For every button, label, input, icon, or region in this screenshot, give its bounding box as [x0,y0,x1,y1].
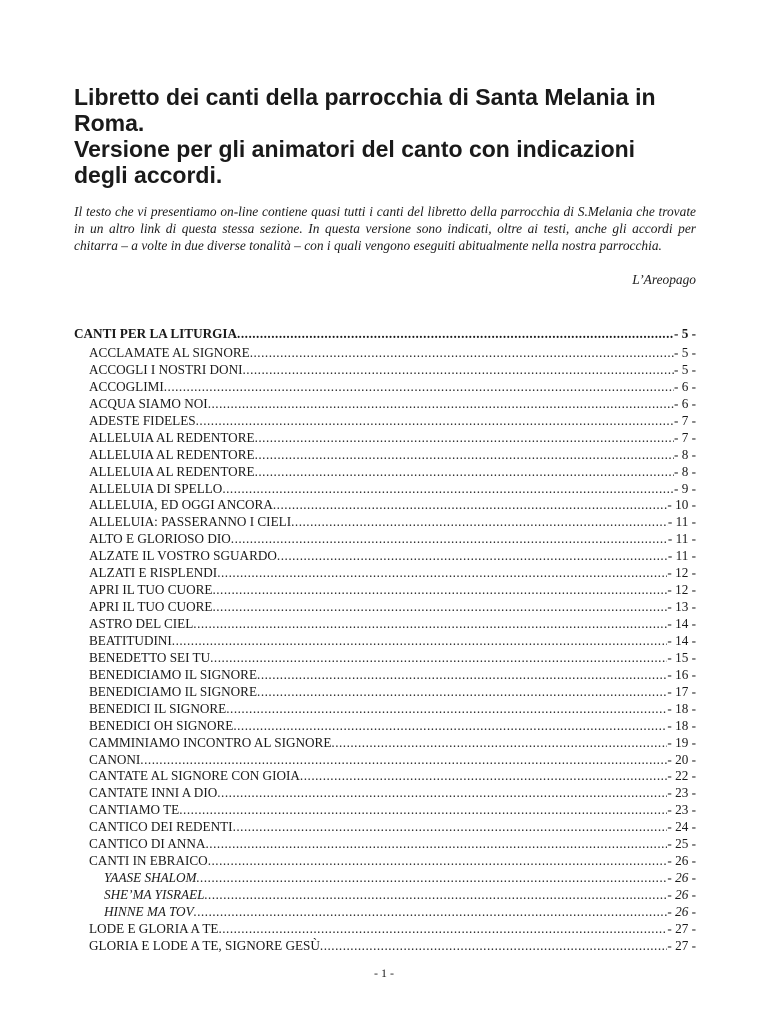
toc-entry-page: - 26 - [667,903,696,919]
toc-entry-page: - 12 - [667,565,696,581]
toc-leader-dots [277,548,668,565]
toc-entry-label: ACCLAMATE AL SIGNORE [89,345,250,360]
toc-entry[interactable] [89,514,696,531]
toc-leader-dots [208,396,674,413]
toc-entry-page: - 8 - [674,463,696,479]
toc-entry-label: ALZATI E RISPLENDI [89,565,218,581]
toc-entry-page: - 5 - [674,361,696,377]
toc-entry-label: CANTIAMO TE [89,802,180,818]
toc-entry-label: APRI IL TUO CUORE [89,582,213,598]
title-line: Libretto dei canti della parrocchia di Santa Melania in [74,84,656,110]
toc-leader-dots [273,497,668,514]
toc-entry[interactable] [89,599,696,616]
toc-entry-page: - 22 - [667,768,696,784]
toc-entry-label: LODE E GLORIA A TE [89,920,219,936]
toc-entry[interactable] [89,616,696,633]
toc-entry-label: CAMMINIAMO INCONTRO AL SIGNORE [89,734,332,750]
toc-entry[interactable] [89,785,696,802]
toc-entry-label: GLORIA E LODE A TE, SIGNORE GESÙ [89,937,320,953]
toc-entry-page: - 11 - [667,548,696,564]
toc-entry-label: BENEDICI IL SIGNORE [89,700,227,716]
toc-entry-label: BEATITUDINI [89,632,172,648]
toc-leader-dots [197,870,668,887]
toc-leader-dots [194,904,668,921]
toc-entry-page: - 26 - [667,853,696,869]
toc-entry-page: - 13 - [667,599,696,615]
toc-entry[interactable] [89,362,696,379]
toc-leader-dots [242,362,674,379]
toc-entry-page: - 12 - [667,582,696,598]
toc-entry-label: CANONI [89,751,141,767]
toc-entry-label: BENEDICIAMO IL SIGNORE [89,666,258,682]
toc-section-page: - 5 - [674,326,696,341]
toc-leader-dots [226,701,667,718]
toc-entry-label: APRI IL TUO CUORE [89,599,213,615]
toc-entry[interactable] [89,633,696,650]
toc-entry-page: - 17 - [667,683,696,699]
toc-entry[interactable] [89,684,696,701]
toc-entry-label: ACCOGLIMI [89,378,164,394]
toc-entry[interactable] [89,667,696,684]
toc-entry-page: - 27 - [667,937,696,953]
toc-entry[interactable] [104,870,696,887]
toc-entry-page: - 14 - [667,632,696,648]
toc-leader-dots [164,379,674,396]
toc-entry-label: ASTRO DEL CIEL [89,616,194,631]
toc-leader-dots [233,718,667,735]
toc-section-liturgia[interactable] [74,323,696,345]
toc-leader-dots [140,752,667,769]
toc-entry[interactable] [89,768,696,785]
toc-entry-label: CANTICO DI ANNA [89,836,206,852]
toc-entry-page: - 20 - [667,751,696,767]
toc-leader-dots [300,768,668,785]
toc-leader-dots [255,447,674,464]
toc-entry-label: ALLELUIA AL REDENTORE [89,429,255,445]
toc-entry[interactable] [89,921,696,938]
toc-entry-page: - 23 - [667,785,696,801]
toc-entry-page: - 26 - [667,887,696,902]
toc-entry-label: ALZATE IL VOSTRO SGUARDO [89,548,277,564]
toc-entry[interactable] [89,531,696,548]
toc-entry[interactable] [89,430,696,447]
document-title [74,84,714,188]
toc-entry-page: - 15 - [667,649,696,665]
toc-entry-label: HINNE MA TOV [104,903,194,919]
toc-entry-page: - 8 - [674,446,696,462]
toc-entry-label: ADESTE FIDELES [89,412,196,428]
toc-leader-dots [172,633,668,650]
toc-entry[interactable] [89,819,696,836]
toc-entry[interactable] [89,345,696,362]
toc-leader-dots [210,650,667,667]
toc-entry[interactable] [104,887,696,904]
toc-leader-dots [217,785,667,802]
toc-leader-dots [204,887,667,904]
toc-entry[interactable] [89,650,696,667]
toc-entry[interactable] [89,565,696,582]
title-line: degli accordi. [74,162,223,188]
toc-entry[interactable] [89,464,696,481]
toc-leader-dots [212,599,667,616]
table-of-contents [0,323,768,955]
intro-paragraph: Il testo che vi presentiamo on-line contiene quasi tutti i canti del libretto della parrocchia di S.Melania che trovate in un altro link di questa stessa sezione. In questa versione sono indicati, oltre ai testi, anche gli accordi per chitarra – a volte in due diverse tonalità – con i quali vengono eseguiti abitualmente nella nostra parrocchia. [74,204,696,253]
toc-entry[interactable] [89,735,696,752]
toc-leader-dots [196,413,674,430]
toc-entry-page: - 14 - [667,616,696,631]
toc-entry-label: ALLELUIA: PASSERANNO I CIELI [89,514,292,530]
toc-entry[interactable] [89,836,696,853]
toc-entry[interactable] [89,413,696,430]
toc-entry[interactable] [89,582,696,599]
toc-entry-label: CANTATE AL SIGNORE CON GIOIA [89,768,300,784]
toc-entry-page: - 25 - [667,836,696,852]
toc-entry-page: - 11 - [667,514,696,530]
toc-leader-dots [291,514,668,531]
toc-leader-dots [212,582,667,599]
toc-entry-label: BENEDICI OH SIGNORE [89,717,234,733]
toc-leader-dots [193,616,667,633]
toc-entry-label: ACCOGLI I NOSTRI DONI [89,361,243,377]
toc-entry-label: ALLELUIA AL REDENTORE [89,463,255,479]
toc-entry-label: BENEDICIAMO IL SIGNORE [89,683,258,699]
toc-entry-label: SHE’MA YISRAEL [104,887,205,902]
toc-entry-label: ALLELUIA AL REDENTORE [89,446,255,462]
toc-entry[interactable] [89,752,696,769]
toc-entry[interactable] [104,904,696,921]
toc-entry[interactable] [89,447,696,464]
toc-leader-dots [320,938,668,955]
toc-entry-page: - 6 - [674,395,696,411]
toc-entry-page: - 26 - [667,870,696,886]
toc-entry-page: - 6 - [674,378,696,394]
toc-entry-page: - 7 - [674,412,696,428]
toc-entry[interactable] [89,718,696,735]
toc-entry[interactable] [89,701,696,718]
toc-entry-label: ALLELUIA DI SPELLO [89,480,223,496]
toc-entry-label: CANTICO DEI REDENTI [89,819,233,835]
toc-entry[interactable] [89,548,696,565]
toc-entry-page: - 9 - [674,480,696,496]
toc-entry-page: - 7 - [674,429,696,445]
toc-entry[interactable] [89,938,696,955]
toc-leader-dots [208,853,668,870]
toc-entry-page: - 11 - [667,531,696,547]
toc-leader-dots [206,836,668,853]
toc-entry-page: - 18 - [667,700,696,716]
toc-entry[interactable] [89,481,696,498]
toc-leader-dots [222,481,674,498]
toc-entry-page: - 16 - [667,666,696,682]
title-line: Roma. [74,110,145,136]
toc-leader-dots [255,430,674,447]
toc-entry-label: YAASE SHALOM [104,870,197,886]
toc-entry-label: CANTI IN EBRAICO [89,853,208,869]
toc-leader-dots [237,323,674,345]
toc-leader-dots [179,802,667,819]
toc-leader-dots [218,921,667,938]
toc-entry-label: ACQUA SIAMO NOI [89,395,208,411]
toc-entry-page: - 24 - [667,819,696,835]
toc-entry-page: - 27 - [667,920,696,936]
toc-leader-dots [331,735,667,752]
toc-leader-dots [217,565,667,582]
toc-entry-label: ALLELUIA, ED OGGI ANCORA [89,497,273,513]
toc-entry[interactable] [89,497,696,514]
toc-leader-dots [255,464,674,481]
toc-entry[interactable] [89,802,696,819]
toc-entry[interactable] [89,379,696,396]
toc-leader-dots [257,684,667,701]
signature: L’Areopago [632,272,696,287]
toc-entry-page: - 19 - [667,734,696,750]
toc-entry-label: ALTO E GLORIOSO DIO [89,531,231,547]
toc-entry-label: CANTATE INNI A DIO [89,785,218,801]
toc-leader-dots [257,667,667,684]
toc-entry[interactable] [89,853,696,870]
toc-entry[interactable] [89,396,696,413]
toc-entry-page: - 18 - [667,717,696,733]
toc-leader-dots [250,345,674,362]
page-number: - 1 - [374,966,394,980]
toc-leader-dots [233,819,668,836]
toc-section-label: CANTI PER LA LITURGIA [74,326,238,341]
toc-entry-page: - 23 - [667,802,696,818]
title-line: Versione per gli animatori del canto con indicazioni [74,136,636,162]
toc-entry-page: - 10 - [667,497,696,513]
toc-leader-dots [231,531,668,548]
toc-entry-page: - 5 - [674,345,696,360]
toc-entry-label: BENEDETTO SEI TU [89,649,211,665]
